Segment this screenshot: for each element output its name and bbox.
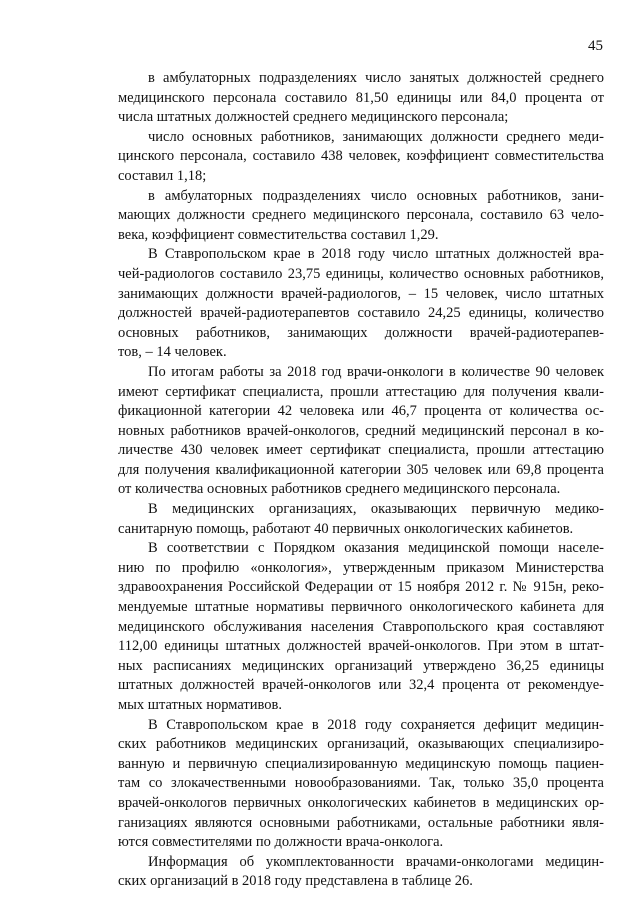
text-line: 112,00 единицы штатных должностей врачей-онкологов. При этом в штат- — [118, 638, 604, 655]
text-line: медицинского обслуживания населения Ставропольского края составляют — [118, 618, 604, 635]
text-line: чей-радиологов составило 23,75 единицы, количество основных работников, — [118, 265, 604, 282]
text-line: В соответствии с Порядком оказания медицинской помощи населе- — [148, 540, 604, 557]
text-line: медицинского персонала составило 81,50 единицы или 84,0 процента от — [118, 89, 604, 106]
paragraph — [118, 500, 604, 539]
paragraph — [118, 716, 604, 853]
text-line: врачей-онкологов первичных онкологических кабинетов в медицинских ор- — [118, 794, 604, 811]
text-line: занимающих должности врачей-радиологов, – 15 человек, число штатных — [118, 285, 604, 302]
text-line: века, коэффициент совместительства составил 1,29. — [118, 226, 439, 243]
text-line: ганизациях являются основными работниками, остальные работники явля- — [118, 814, 604, 831]
text-line: имеют сертификат специалиста, прошли аттестацию для получения квали- — [118, 383, 604, 400]
text-line: новных работников врачей-онкологов, средний медицинский персонал в ко- — [118, 422, 604, 439]
text-line: в амбулаторных подразделениях число занятых должностей среднего — [148, 70, 604, 86]
paragraph — [118, 853, 604, 892]
text-line: ских организаций в 2018 году представлена в таблице 26. — [118, 873, 473, 890]
text-line: штатных должностей врачей-онкологов или 32,4 процента от рекомендуе- — [118, 677, 604, 694]
text-line: ванную и первичную специализированную медицинскую помощь пациен- — [118, 755, 604, 772]
paragraph — [118, 128, 604, 187]
text-line: ских работников медицинских организаций, оказывающих специализиро- — [118, 736, 604, 753]
page-number: 45 — [588, 38, 603, 54]
text-line: санитарную помощь, работают 40 первичных онкологических кабинетов. — [118, 520, 574, 537]
paragraph — [118, 363, 604, 500]
text-line: ных расписаниях медицинских организаций утверждено 36,25 единицы — [118, 657, 604, 674]
text-line: тов, – 14 человек. — [118, 344, 227, 361]
text-line: мендуемые штатные нормативы первичного онкологического кабинета для — [118, 599, 604, 616]
text-line: от количества основных работников среднего медицинского персонала. — [118, 481, 561, 498]
text-line: числа штатных должностей среднего медицинского персонала; — [118, 109, 509, 126]
paragraph — [118, 539, 604, 715]
text-line: мающих должности среднего медицинского персонала, составило 63 чело- — [118, 207, 604, 224]
paragraph — [118, 69, 604, 128]
body-text — [118, 69, 604, 892]
text-line: нию по профилю «онкология», утвержденным приказом Министерства — [118, 559, 604, 576]
text-line: основных работников, занимающих должности врачей-радиотерапев- — [118, 324, 604, 341]
text-line: здравоохранения Российской Федерации от 15 ноября 2012 г. № 915н, реко- — [118, 579, 604, 596]
text-line: в амбулаторных подразделениях число основных работников, зани- — [148, 187, 604, 204]
text-line: для получения квалификационной категории 305 человек или 69,8 процента — [118, 461, 604, 478]
text-line: В медицинских организациях, оказывающих первичную медико- — [148, 501, 604, 518]
text-line: В Ставропольском крае в 2018 году число штатных должностей вра- — [148, 246, 604, 263]
text-line: личестве 430 человек имеет сертификат специалиста, прошли аттестацию — [118, 442, 604, 459]
text-line: ются совместителями по должности врача-онколога. — [118, 834, 444, 851]
text-line: там со злокачественными новообразованиями. Так, только 35,0 процента — [118, 775, 604, 792]
text-line: число основных работников, занимающих должности среднего меди- — [148, 128, 604, 145]
paragraph — [118, 245, 604, 363]
text-line: В Ставропольском крае в 2018 году сохраняется дефицит медицин- — [148, 716, 604, 733]
text-line: должностей врачей-радиотерапевтов составило 24,25 единицы, количество — [118, 305, 604, 322]
text-line: цинского персонала, составило 438 человек, коэффициент совместительства — [118, 148, 604, 165]
paragraph — [118, 187, 604, 246]
text-line: составил 1,18; — [118, 167, 207, 184]
text-line: мых штатных нормативов. — [118, 697, 282, 713]
text-line: По итогам работы за 2018 год врачи-онкологи в количестве 90 человек — [148, 363, 604, 380]
text-line: фикационной категории 42 человека или 46,7 процента от количества ос- — [118, 403, 604, 420]
text-line: Информация об укомплектованности врачами-онкологами медицин- — [148, 853, 604, 870]
